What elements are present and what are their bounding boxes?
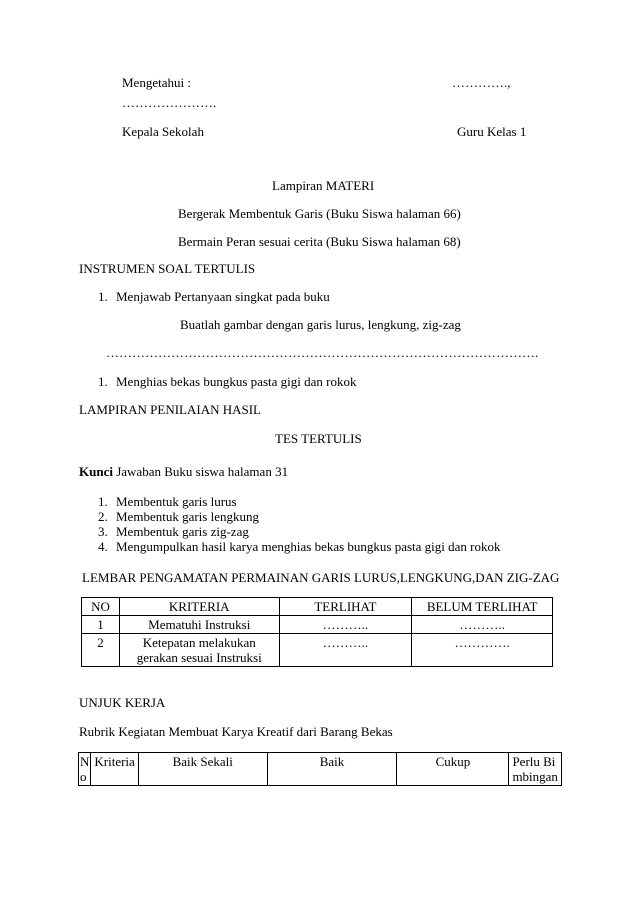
header-belum-terlihat: BELUM TERLIHAT bbox=[412, 598, 553, 616]
cell-kriteria: Ketepatan melakukan gerakan sesuai Instruksi bbox=[119, 634, 279, 667]
date-placeholder: …………., bbox=[452, 75, 511, 90]
rubric-header-no: No bbox=[80, 754, 90, 784]
unjuk-kerja-title: UNJUK KERJA bbox=[79, 695, 166, 710]
tes-tertulis-title: TES TERTULIS bbox=[275, 431, 362, 446]
rubric-header-baik-sekali: Baik Sekali bbox=[138, 753, 267, 786]
cell-terlihat: ……….. bbox=[279, 616, 412, 634]
table-row bbox=[82, 634, 553, 667]
answer-item: Membentuk garis lurus bbox=[116, 494, 237, 509]
rubrik-title: Rubrik Kegiatan Membuat Karya Kreatif dari Barang Bekas bbox=[79, 724, 393, 739]
instrumen-title: INSTRUMEN SOAL TERTULIS bbox=[79, 261, 256, 276]
rubric-header-cukup: Cukup bbox=[397, 753, 509, 786]
answer-item: Membentuk garis zig-zag bbox=[116, 524, 249, 539]
header-no: NO bbox=[82, 598, 120, 616]
mengetahui-label: Mengetahui : bbox=[122, 75, 191, 90]
observation-table bbox=[81, 597, 553, 667]
answer-num: 3. bbox=[98, 524, 108, 539]
kepala-sekolah-label: Kepala Sekolah bbox=[122, 124, 204, 139]
answer-item: Membentuk garis lengkung bbox=[116, 509, 259, 524]
rubric-header-perlu-bimbingan: Perlu Bimbingan bbox=[509, 753, 562, 786]
cell-belum-terlihat: …………. bbox=[412, 634, 553, 667]
answer-num: 2. bbox=[98, 509, 108, 524]
list-number: 1. bbox=[98, 374, 108, 389]
kunci-bold: Kunci bbox=[79, 464, 113, 479]
rubric-table bbox=[78, 752, 562, 786]
cell-no: 2 bbox=[82, 634, 120, 667]
materi-line-1: Bergerak Membentuk Garis (Buku Siswa halaman 66) bbox=[178, 206, 461, 221]
answer-dots: ………………………………………………………………………………………. bbox=[106, 345, 539, 360]
answer-item: Mengumpulkan hasil karya menghias bekas bungkus pasta gigi dan rokok bbox=[116, 539, 501, 554]
table-row bbox=[82, 616, 553, 634]
guru-kelas-label: Guru Kelas 1 bbox=[457, 124, 527, 139]
lembar-pengamatan-title: LEMBAR PENGAMATAN PERMAINAN GARIS LURUS,LENGKUNG,DAN ZIG-ZAG bbox=[82, 570, 560, 585]
list-number: 1. bbox=[98, 289, 108, 304]
instrumen-item-2: Menghias bekas bungkus pasta gigi dan rokok bbox=[116, 374, 357, 389]
rubric-header-kriteria: Kriteria bbox=[91, 753, 138, 786]
answer-num: 1. bbox=[98, 494, 108, 509]
table-header-row bbox=[82, 598, 553, 616]
kunci-jawaban bbox=[79, 464, 288, 479]
rubric-header-baik: Baik bbox=[267, 753, 397, 786]
lampiran-materi-title: Lampiran MATERI bbox=[272, 178, 375, 193]
cell-terlihat: ……….. bbox=[279, 634, 412, 667]
cell-no: 1 bbox=[82, 616, 120, 634]
lampiran-penilaian-title: LAMPIRAN PENILAIAN HASIL bbox=[79, 402, 261, 417]
rubric-header-row bbox=[79, 753, 562, 786]
cell-kriteria: Mematuhi Instruksi bbox=[119, 616, 279, 634]
header-terlihat: TERLIHAT bbox=[279, 598, 412, 616]
task-text: Buatlah gambar dengan garis lurus, lengkung, zig-zag bbox=[180, 317, 461, 332]
materi-line-2: Bermain Peran sesuai cerita (Buku Siswa halaman 68) bbox=[178, 234, 461, 249]
signature-dots: …………………. bbox=[122, 95, 217, 110]
answer-num: 4. bbox=[98, 539, 108, 554]
cell-belum-terlihat: ……….. bbox=[412, 616, 553, 634]
kunci-rest: Jawaban Buku siswa halaman 31 bbox=[112, 464, 289, 479]
header-kriteria: KRITERIA bbox=[119, 598, 279, 616]
instrumen-item-1: Menjawab Pertanyaan singkat pada buku bbox=[116, 289, 330, 304]
